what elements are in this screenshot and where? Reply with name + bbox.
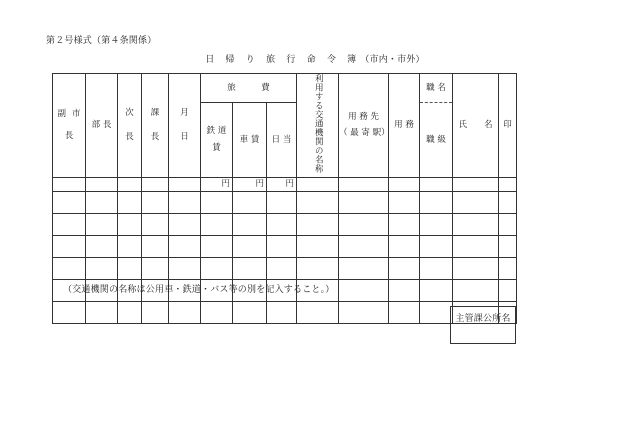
entry-cell[interactable] [233, 257, 267, 279]
entry-cell[interactable] [267, 213, 297, 235]
header-position-title: 職 名 [420, 74, 453, 103]
entry-cell[interactable] [267, 235, 297, 257]
header-section-chief: 課 長 [142, 74, 169, 178]
entry-cell[interactable] [86, 235, 118, 257]
entry-cell[interactable] [53, 302, 86, 324]
entry-cell[interactable] [420, 257, 453, 279]
entry-cell[interactable] [142, 235, 169, 257]
document-title [0, 52, 630, 65]
entry-cell[interactable] [142, 302, 169, 324]
header-name: 氏 名 [453, 74, 499, 178]
entry-cell[interactable] [420, 235, 453, 257]
entry-cell[interactable] [169, 191, 201, 213]
entry-cell[interactable] [499, 213, 517, 235]
entry-cell[interactable] [339, 191, 389, 213]
entry-cell[interactable] [389, 302, 420, 324]
entry-cell[interactable] [142, 191, 169, 213]
unit-cell [499, 177, 517, 191]
entry-cell[interactable] [118, 213, 142, 235]
header-railway-fare: 鉄 道 賃 [201, 103, 233, 178]
entry-cell[interactable] [169, 302, 201, 324]
entry-cell[interactable] [86, 213, 118, 235]
header-director: 部 長 [86, 74, 118, 178]
header-travel-expense: 旅 費 [201, 74, 297, 103]
unit-cell [453, 177, 499, 191]
entry-cell[interactable] [233, 235, 267, 257]
entry-cell[interactable] [420, 280, 453, 302]
table-body [53, 191, 517, 324]
entry-cell[interactable] [169, 213, 201, 235]
entry-cell[interactable] [267, 302, 297, 324]
title-scope: （市内・市外） [360, 55, 425, 65]
table-row [53, 302, 517, 324]
entry-cell[interactable] [339, 257, 389, 279]
entry-cell[interactable] [499, 280, 517, 302]
unit-cell [420, 177, 453, 191]
header-month-day: 月 日 [169, 74, 201, 178]
entry-cell[interactable] [169, 235, 201, 257]
table-row [53, 213, 517, 235]
header-vice-mayor: 副 市 長 [53, 74, 86, 178]
entry-cell[interactable] [118, 257, 142, 279]
entry-cell[interactable] [339, 213, 389, 235]
table-row [53, 191, 517, 213]
entry-cell[interactable] [420, 191, 453, 213]
unit-cell [339, 177, 389, 191]
entry-cell[interactable] [233, 213, 267, 235]
title-text: 日 帰 り 旅 行 命 令 簿 [205, 55, 361, 65]
entry-cell[interactable] [118, 302, 142, 324]
entry-cell[interactable] [453, 235, 499, 257]
yen-unit-car: 円 [233, 177, 267, 191]
unit-cell [118, 177, 142, 191]
entry-cell[interactable] [233, 191, 267, 213]
entry-cell[interactable] [499, 257, 517, 279]
entry-cell[interactable] [339, 235, 389, 257]
entry-cell[interactable] [297, 257, 339, 279]
table-row [53, 235, 517, 257]
entry-cell[interactable] [53, 257, 86, 279]
entry-cell[interactable] [267, 191, 297, 213]
entry-cell[interactable] [420, 302, 453, 324]
entry-cell[interactable] [453, 191, 499, 213]
unit-cell [389, 177, 420, 191]
yen-unit-railway: 円 [201, 177, 233, 191]
entry-cell[interactable] [267, 257, 297, 279]
entry-cell[interactable] [201, 302, 233, 324]
entry-cell[interactable] [297, 235, 339, 257]
entry-cell[interactable] [118, 191, 142, 213]
entry-cell[interactable] [53, 213, 86, 235]
entry-cell[interactable] [86, 191, 118, 213]
header-transport: 利用する交通機関の名称 [297, 74, 339, 178]
footnote: （交通機関の名称は公用車・鉄道・バス等の別を記入すること。） [63, 285, 335, 295]
unit-cell [53, 177, 86, 191]
entry-cell[interactable] [389, 213, 420, 235]
entry-cell[interactable] [201, 213, 233, 235]
entry-cell[interactable] [499, 235, 517, 257]
unit-cell [169, 177, 201, 191]
entry-cell[interactable] [453, 213, 499, 235]
header-destination: 用 務 先 （ 最 寄 駅） [339, 74, 389, 178]
entry-cell[interactable] [339, 280, 389, 302]
entry-cell[interactable] [389, 257, 420, 279]
yen-unit-daily: 円 [267, 177, 297, 191]
managing-office-box[interactable] [450, 306, 516, 344]
unit-cell [142, 177, 169, 191]
entry-cell[interactable] [201, 191, 233, 213]
entry-cell[interactable] [297, 302, 339, 324]
entry-cell[interactable] [453, 280, 499, 302]
entry-cell[interactable] [233, 302, 267, 324]
table-row [53, 257, 517, 279]
entry-cell[interactable] [53, 235, 86, 257]
entry-cell[interactable] [389, 280, 420, 302]
header-deputy: 次 長 [118, 74, 142, 178]
header-daily-allowance: 日 当 [267, 103, 297, 178]
entry-cell[interactable] [339, 302, 389, 324]
entry-cell[interactable] [201, 235, 233, 257]
header-purpose: 用 務 [389, 74, 420, 178]
entry-cell[interactable] [86, 302, 118, 324]
entry-cell[interactable] [86, 257, 118, 279]
managing-office-label: 主管課公所名 [455, 314, 511, 324]
entry-cell[interactable] [499, 191, 517, 213]
header-seal: 印 [499, 74, 517, 178]
entry-cell[interactable] [389, 191, 420, 213]
entry-cell[interactable] [297, 191, 339, 213]
unit-cell [297, 177, 339, 191]
form-number: 第２号様式（第４条関係） [46, 36, 157, 46]
unit-cell [86, 177, 118, 191]
header-car-fare: 車 賃 [233, 103, 267, 178]
entry-cell[interactable] [297, 213, 339, 235]
entry-cell[interactable] [453, 257, 499, 279]
entry-cell[interactable] [142, 213, 169, 235]
entry-cell[interactable] [169, 257, 201, 279]
entry-cell[interactable] [201, 257, 233, 279]
header-position-grade: 職 級 [420, 103, 453, 178]
entry-cell[interactable] [389, 235, 420, 257]
entry-cell[interactable] [53, 191, 86, 213]
entry-cell[interactable] [142, 257, 169, 279]
entry-cell[interactable] [420, 213, 453, 235]
entry-cell[interactable] [118, 235, 142, 257]
